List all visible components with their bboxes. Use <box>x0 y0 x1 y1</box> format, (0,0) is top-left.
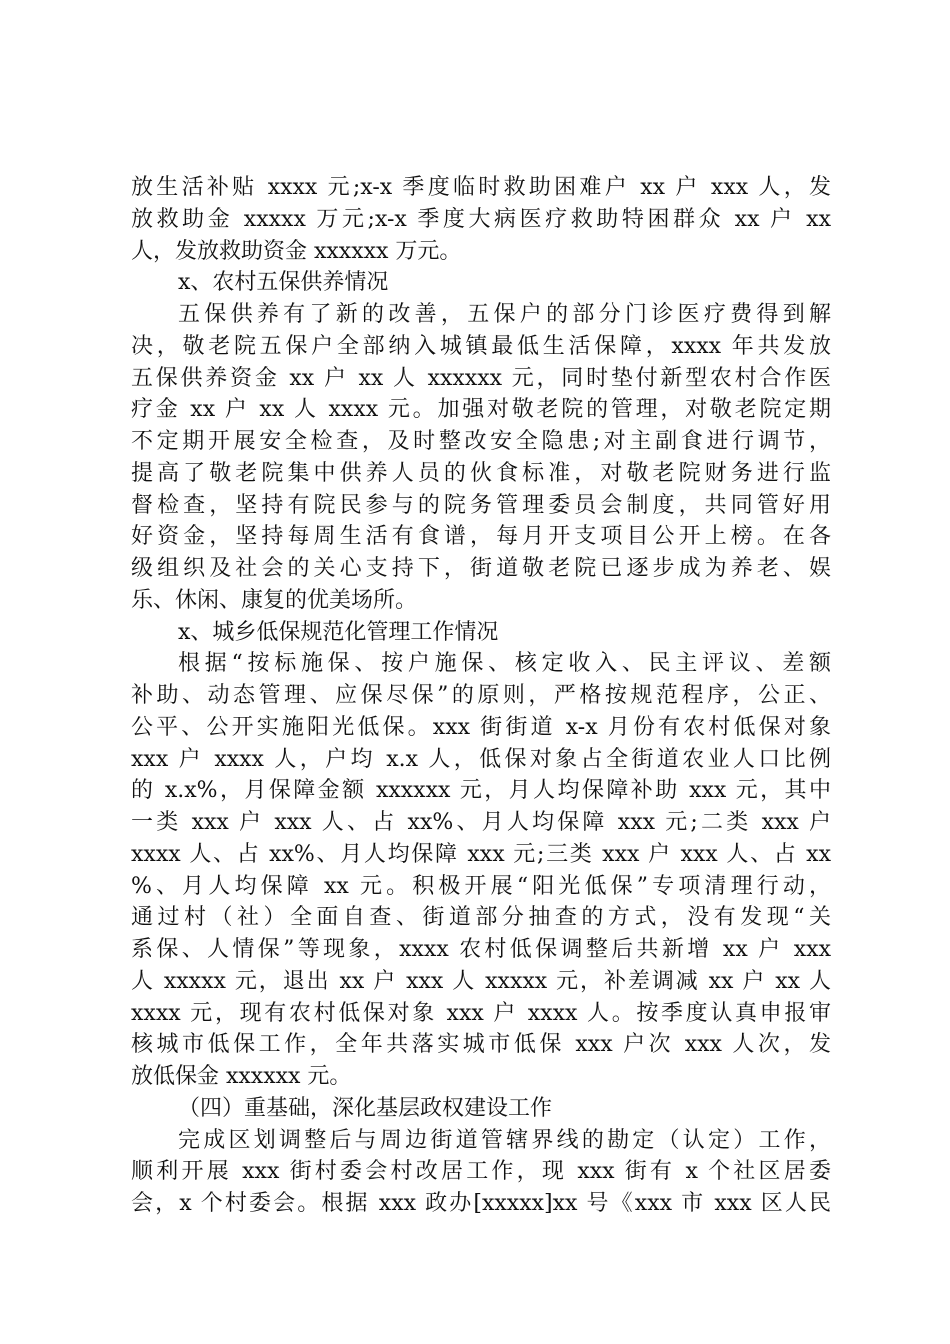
section-heading: x、城乡低保规范化管理工作情况 <box>178 619 499 645</box>
text-line: 通过村（社）全面自查、街道部分抽查的方式，没有发现“关 <box>131 905 831 931</box>
text-line: 一类 xxx 户 xxx 人、占 xx%、月人均保障 xxx 元;二类 xxx 户 <box>131 810 831 835</box>
text-line: 好资金，坚持每周生活有食谱，每月开支项目公开上榜。在各 <box>131 524 831 550</box>
text-line: %、月人均保障 xx 元。积极开展“阳光低保”专项清理行动， <box>131 873 831 899</box>
text-line: 五保供养资金 xx 户 xx 人 xxxxxx 元，同时垫付新型农村合作医 <box>131 365 831 391</box>
section-heading: （四）重基础，深化基层政权建设工作 <box>178 1095 553 1121</box>
text-line: 会，x 个村委会。根据 xxx 政办[xxxxx]xx 号《xxx 市 xxx 区人民 <box>131 1191 831 1216</box>
text-line: 放低保金 xxxxxx 元。 <box>131 1064 352 1089</box>
text-line: 督检查，坚持有院民参与的院务管理委员会制度，共同管好用 <box>131 492 831 518</box>
body-text <box>131 172 831 1220</box>
text-line: 决，敬老院五保户全部纳入城镇最低生活保障，xxxx 年共发放 <box>131 333 831 359</box>
text-line: 提高了敬老院集中供养人员的伙食标准，对敬老院财务进行监 <box>131 460 831 486</box>
text-line: 人 xxxxx 元，退出 xx 户 xxx 人 xxxxx 元，补差调减 xx 户 xx 人 <box>131 968 831 994</box>
text-line: 系保、人情保”等现象，xxxx 农村低保调整后共新增 xx 户 xxx <box>131 937 831 962</box>
text-line: 五保供养有了新的改善，五保户的部分门诊医疗费得到解 <box>178 302 831 327</box>
text-line: 公平、公开实施阳光低保。xxx 街街道 x-x 月份有农村低保对象 <box>131 714 831 740</box>
text-line: 放救助金 xxxxx 万元;x-x 季度大病医疗救助特困群众 xx 户 xx <box>131 206 831 232</box>
text-line: 级组织及社会的关心支持下，街道敬老院已逐步成为养老、娱 <box>131 556 831 581</box>
text-line: 根据“按标施保、按户施保、核定收入、民主评议、差额 <box>178 651 831 677</box>
text-line: 完成区划调整后与周边街道管辖界线的勘定（认定）工作， <box>178 1127 831 1153</box>
text-line: xxxx 人、占 xx%、月人均保障 xxx 元;三类 xxx 户 xxx 人、占 xx <box>131 841 831 867</box>
text-line: 疗金 xx 户 xx 人 xxxx 元。加强对敬老院的管理，对敬老院定期 <box>131 397 831 423</box>
text-line: 放生活补贴 xxxx 元;x-x 季度临时救助困难户 xx 户 xxx 人，发 <box>131 175 831 200</box>
text-line: 补助、动态管理、应保尽保”的原则，严格按规范程序，公正、 <box>131 683 831 708</box>
section-heading: x、农村五保供养情况 <box>178 270 389 296</box>
text-line: 核城市低保工作，全年共落实城市低保 xxx 户次 xxx 人次，发 <box>131 1032 831 1058</box>
text-line: 人，发放救助资金 xxxxxx 万元。 <box>131 238 462 264</box>
text-line: 不定期开展安全检查，及时整改安全隐患;对主副食进行调节， <box>131 429 831 454</box>
text-line: 的 x.x%，月保障金额 xxxxxx 元，月人均保障补助 xxx 元，其中 <box>131 778 831 804</box>
text-line: xxxx 元，现有农村低保对象 xxx 户 xxxx 人。按季度认真申报审 <box>131 1000 831 1026</box>
text-line: 乐、休闲、康复的优美场所。 <box>131 587 418 613</box>
text-line: xxx 户 xxxx 人，户均 x.x 人，低保对象占全街道农业人口比例 <box>131 746 831 772</box>
text-line: 顺利开展 xxx 街村委会村改居工作，现 xxx 街有 x 个社区居委 <box>131 1159 831 1185</box>
